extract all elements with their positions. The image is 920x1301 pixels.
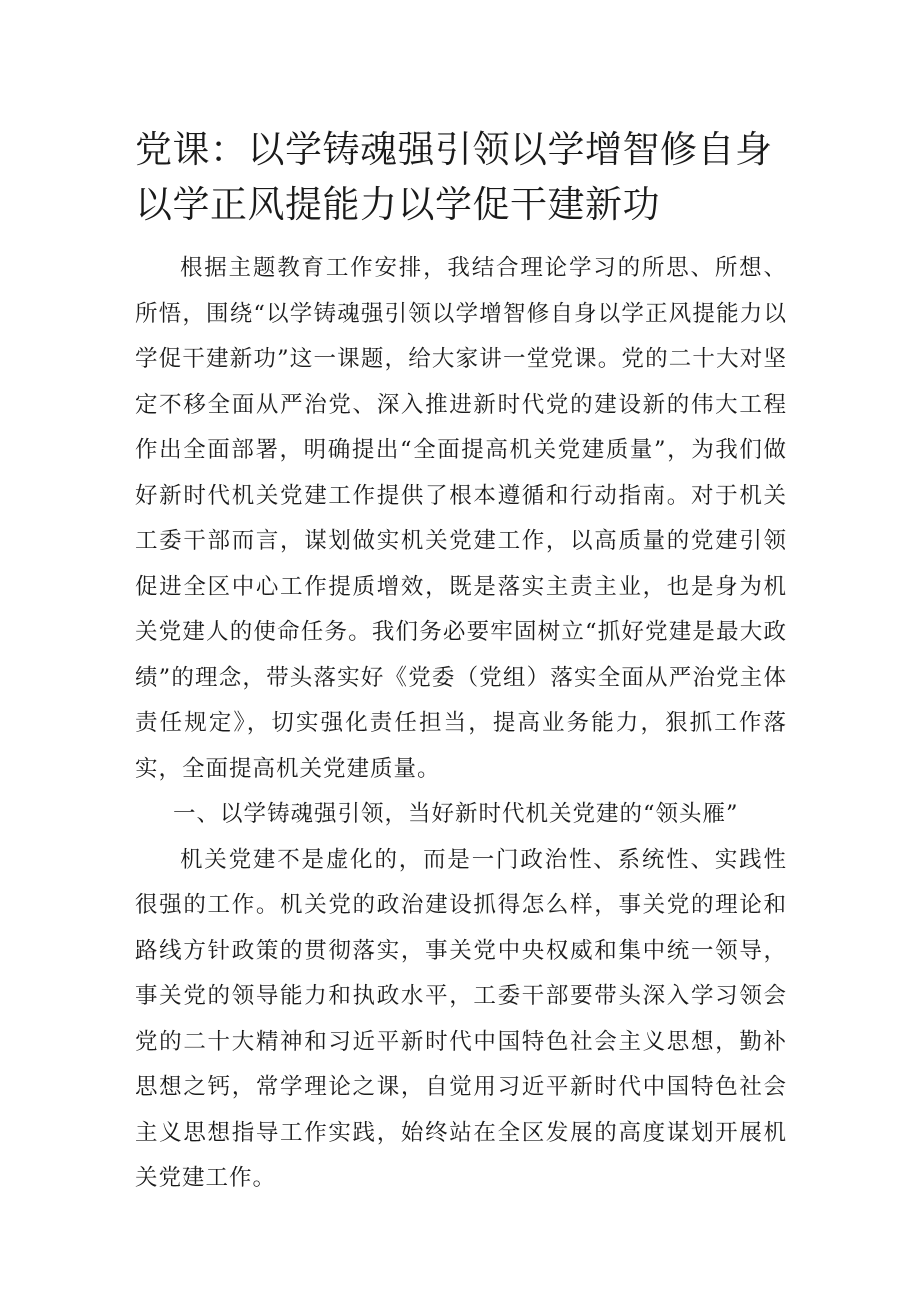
document-title: 党课：以学铸魂强引领以学增智修自身以学正风提能力以学促干建新功 [135, 128, 773, 226]
document-body [135, 122, 787, 1202]
section-heading-1: 一、以学铸魂强引领，当好新时代机关党建的“领头雁” [173, 801, 739, 827]
intro-paragraph: 根据主题教育工作安排，我结合理论学习的所思、所想、所悟，围绕“以学铸魂强引领以学增智修自身以学正风提能力以学促干建新功”这一课题，给大家讲一堂党课。党的二十大对坚定不移全面从严治党、深入推进新时代党的建设新的伟大工程作出全面部署，明确提出“全面提高机关党建质量”，为我们做好新时代机关党建工作提供了根本遵循和行动指南。对于机关工委干部而言，谋划做实机关党建工作，以高质量的党建引领促进全区中心工作提质增效，既是落实主责主业，也是身为机关党建人的使命任务。我们务必要牢固树立“抓好党建是最大政绩”的理念，带头落实好《党委（党组）落实全面从严治党主体责任规定》，切实强化责任担当，提高业务能力，狠抓工作落实，全面提高机关党建质量。 [135, 255, 787, 782]
section-1-paragraph: 机关党建不是虚化的，而是一门政治性、系统性、实践性很强的工作。机关党的政治建设抓得怎么样，事关党的理论和路线方针政策的贯彻落实，事关党中央权威和集中统一领导，事关党的领导能力和执政水平，工委干部要带头深入学习领会党的二十大精神和习近平新时代中国特色社会主义思想，勤补思想之钙，常学理论之课，自觉用习近平新时代中国特色社会主义思想指导工作实践，始终站在全区发展的高度谋划开展机关党建工作。 [135, 846, 787, 1191]
